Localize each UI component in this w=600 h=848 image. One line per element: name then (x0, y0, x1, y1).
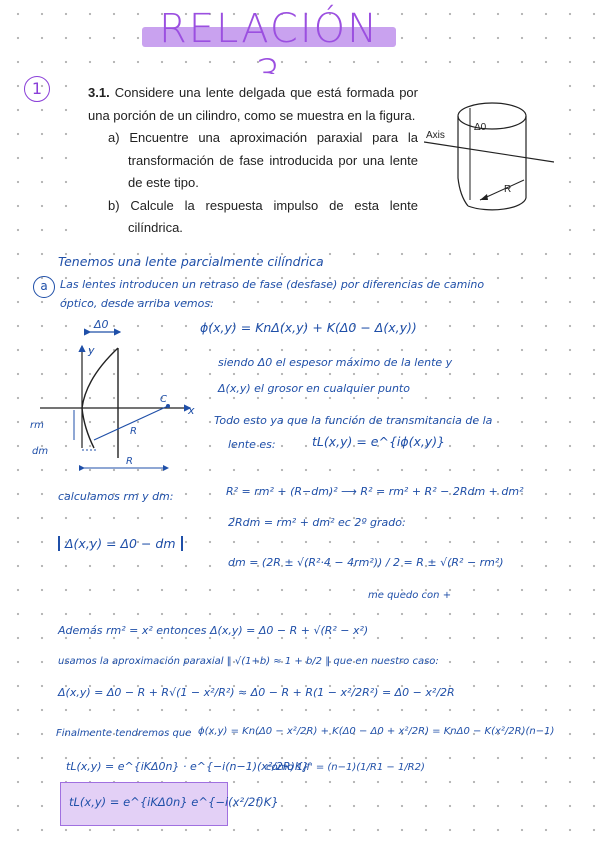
problem-item-a (88, 127, 418, 195)
paraxial-line: usamos la aproximación paraxial ‖ √(1+b) ≈ 1 + b/2 ‖ que en nuestro caso: (58, 656, 439, 667)
page-title: RELACIÓN (158, 6, 380, 52)
figure-r-label: R (504, 184, 512, 195)
problem-statement (78, 74, 558, 244)
boxed-result: tL(x,y) = e^{iKΔ0n} e^{−i(x²/2f)K} (69, 795, 279, 809)
calc-equation-2: 2Rdm = rm² + dm² ec 2º grado: (228, 516, 406, 529)
problem-label: 3.1. (88, 85, 110, 100)
final-phase: ϕ(x,y) = Kn(Δ0 − x²/2R) + K(Δ0 − Δ0 + x²/2R) = KnΔ0 − K(x²/2R)(n−1) (198, 726, 555, 737)
problem-number: 1 (24, 76, 50, 102)
calc-label: calculamos rm y dm: (58, 490, 174, 503)
part-a-marker: a (33, 276, 55, 298)
dm-equation: dm = (2R ± √(R²·4 − 4rm²)) / 2 = R ± √(R² − rm²) (228, 556, 504, 569)
item-a-text: Encuentre una aproximación paraxial para la transformación de fase introducida por una lente de este tipo. (128, 130, 418, 190)
figure-delta-label: Δ0 (474, 122, 487, 133)
result-box (60, 782, 279, 826)
axis-label: Axis (426, 130, 445, 141)
calc-equation-1: R² = rm² + (R−dm)² ⟶ R² = rm² + R² − 2Rdm + dm² (226, 485, 524, 498)
notes-todo-1: Todo esto ya que la función de transmitancia de la (214, 414, 493, 427)
notes-a-line1: Las lentes introducen un retraso de fase (desfase) por diferencias de camino (60, 278, 485, 291)
sketch-rm-label: rm (30, 420, 44, 431)
item-b-marker: b) (108, 197, 120, 213)
phase-equation: ϕ(x,y) = KnΔ(x,y) + K(Δ0 − Δ(x,y)) (200, 320, 417, 335)
cylinder-lens-figure (424, 88, 554, 238)
notes-grosor: Δ(x,y) el grosor en cualquier punto (218, 382, 410, 395)
item-a-marker: a) (108, 130, 120, 145)
lens-sketch (30, 318, 210, 478)
notes-a-line2: óptico, desde arriba vemos: (60, 297, 214, 310)
notes-intro: Tenemos una lente parcialmente cilíndrica (58, 254, 324, 269)
sketch-y-label: y (88, 344, 95, 357)
sketch-dm-label: dm (32, 446, 49, 457)
notes-todo-2: lente es: (228, 438, 276, 451)
item-b-text: Calcule la respuesta impulso de esta lente cilíndrica. (128, 197, 418, 235)
tl-equation: tL(x,y) = e^{iKΔ0n} · e^{−i(n−1)(x²/2R)K} (66, 760, 310, 773)
problem-text (88, 82, 418, 240)
notes-siendo: siendo Δ0 el espesor máximo de la lente y (218, 356, 453, 369)
sketch-x-label: x (188, 404, 195, 417)
sketch-r-label-1: R (130, 426, 137, 437)
delta-boxed: Δ(x,y) = Δ0 − dm (58, 536, 183, 551)
sketch-delta-label: Δ0 (94, 318, 109, 331)
final-label: Finalmente tendremos que (56, 728, 192, 739)
transmittance-definition: tL(x,y) = e^{iϕ(x,y)} (312, 434, 446, 449)
sketch-r-label-2: R (126, 456, 133, 467)
delta-approx: Δ(x,y) = Δ0 − R + R√(1 − x²/R²) ≈ Δ0 − R + R(1 − x²/2R²) = Δ0 − x²/2R (58, 686, 455, 699)
focal-relation: como 1/f' = (n−1)(1/R1 − 1/R2) (266, 762, 425, 773)
sketch-c-label: C (160, 394, 167, 405)
ademas-line: Además rm² = x² entonces Δ(x,y) = Δ0 − R + √(R² − x²) (58, 624, 369, 637)
me-quedo-note: me quedo con + (368, 590, 452, 601)
problem-intro: Considere una lente delgada que está formada por una porción de un cilindro, como se muestra en la figura. (88, 85, 418, 123)
problem-item-b (88, 195, 418, 240)
